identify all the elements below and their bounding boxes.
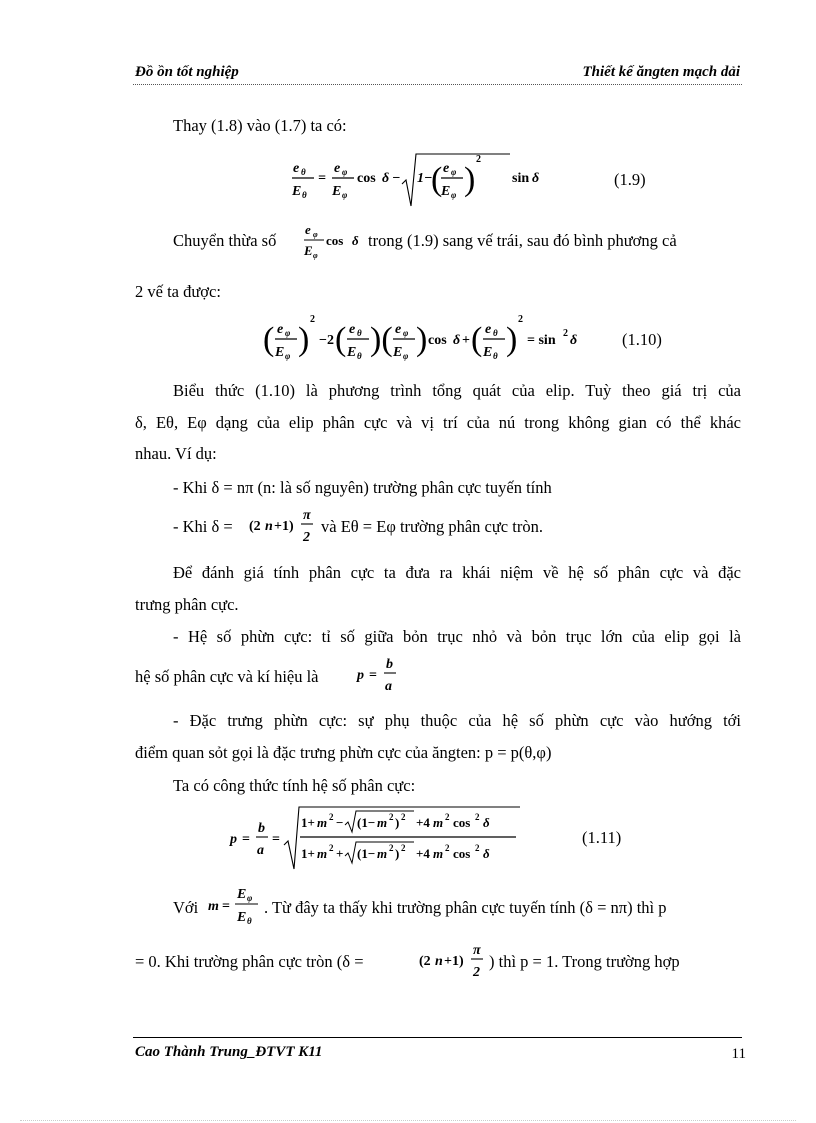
svg-text:δ: δ: [570, 333, 578, 348]
svg-text:e: e: [349, 322, 356, 337]
equation-1-9: [290, 150, 540, 210]
svg-text:b: b: [258, 821, 265, 836]
paragraph: 2 vế ta được:: [135, 282, 221, 301]
svg-text:(2: (2: [419, 954, 431, 969]
svg-text:2: 2: [518, 314, 523, 325]
svg-text:δ: δ: [382, 171, 390, 186]
svg-text:δ: δ: [453, 333, 461, 348]
svg-text:p: p: [230, 832, 237, 847]
svg-text:(1−: (1−: [357, 846, 376, 861]
svg-text:E: E: [441, 184, 451, 199]
page-number: 11: [731, 1046, 746, 1062]
svg-text:E: E: [393, 345, 403, 360]
svg-text:): ): [395, 846, 400, 861]
svg-text:2: 2: [401, 843, 406, 853]
svg-text:): ): [395, 815, 400, 830]
svg-text:φ: φ: [451, 167, 457, 177]
svg-text:n: n: [265, 519, 273, 534]
svg-text:=: =: [242, 832, 250, 847]
svg-text:2: 2: [445, 843, 450, 853]
svg-text:= sin: = sin: [527, 333, 556, 348]
svg-text:θ: θ: [302, 190, 307, 200]
paragraph: Thay (1.8) vào (1.7) ta có:: [173, 116, 347, 135]
svg-text:m: m: [377, 815, 388, 830]
page-bottom-edge: [20, 1120, 796, 1121]
header-left: Đồ ồn tốt nghiệp: [135, 64, 239, 80]
svg-text:δ: δ: [352, 233, 359, 248]
inline-p-equals-b-over-a: [355, 655, 401, 697]
svg-text:φ: φ: [313, 251, 318, 260]
paragraph: Để đánh giá tính phân cực ta đưa ra khái niệm về hệ số phân cực và đặc: [173, 563, 741, 582]
svg-text:=: =: [222, 899, 230, 914]
paragraph: - Hệ số phừn cực: tỉ số giữa bỏn trục nhỏ và bỏn trục lớn của elip gọi là: [173, 627, 741, 646]
svg-text:E: E: [332, 184, 342, 199]
paragraph: δ, Eθ, Eφ dạng của elip phân cực và vị trí của nú trong không gian có thể khác: [135, 413, 741, 432]
svg-text:(: (: [471, 321, 483, 358]
footer-author: Cao Thành Trung_ĐTVT K11: [135, 1044, 323, 1060]
svg-text:e: e: [277, 322, 284, 337]
svg-text:m: m: [208, 899, 219, 914]
equation-number: (1.9): [614, 170, 646, 189]
paragraph: Chuyển thừa số: [173, 231, 277, 250]
svg-text:2: 2: [563, 328, 568, 339]
paragraph: hệ số phân cực và kí hiệu là: [135, 667, 319, 686]
paragraph: Ta có công thức tính hệ số phân cực:: [173, 776, 416, 795]
svg-text:φ: φ: [451, 190, 457, 200]
svg-text:): ): [464, 161, 476, 198]
svg-text:m: m: [433, 815, 444, 830]
svg-text:E: E: [237, 887, 247, 902]
svg-text:1−: 1−: [417, 171, 433, 186]
svg-text:E: E: [292, 184, 302, 199]
svg-text:p: p: [357, 668, 364, 683]
svg-text:cos: cos: [326, 233, 344, 248]
svg-text:2: 2: [310, 314, 315, 325]
inline-m-equals-fraction: [206, 884, 262, 930]
paragraph: - Khi δ =: [173, 517, 233, 536]
svg-text:cos: cos: [453, 846, 471, 861]
svg-text:e: e: [443, 161, 450, 176]
svg-text:θ: θ: [357, 351, 362, 361]
svg-text:2: 2: [445, 812, 450, 822]
svg-text:E: E: [304, 243, 313, 258]
svg-text:−: −: [336, 815, 344, 830]
paragraph: và Eθ = Eφ trường phân cực tròn.: [321, 517, 543, 536]
svg-text:E: E: [275, 345, 285, 360]
svg-text:): ): [506, 321, 518, 358]
paragraph: . Từ đây ta thấy khi trường phân cực tuyến tính (δ = nπ) thì p: [264, 898, 667, 917]
svg-text:+4: +4: [416, 815, 430, 830]
svg-text:e: e: [485, 322, 492, 337]
equation-1-11: [228, 805, 528, 871]
svg-text:φ: φ: [313, 230, 318, 239]
svg-text:1+: 1+: [301, 815, 315, 830]
paragraph: - Khi δ = nπ (n: là số nguyên) trường phân cực tuyến tính: [173, 478, 552, 497]
svg-text:δ: δ: [483, 846, 490, 861]
paragraph: Biểu thức (1.10) là phương trình tổng quát của elip. Tuỳ theo giá trị của: [173, 381, 741, 400]
svg-text:+4: +4: [416, 846, 430, 861]
svg-text:θ: θ: [301, 167, 306, 177]
svg-text:=: =: [318, 171, 326, 186]
svg-text:φ: φ: [342, 190, 348, 200]
header-right: Thiết kế ăngten mạch dải: [582, 64, 740, 80]
svg-text:=: =: [272, 832, 280, 847]
equation-number: (1.11): [582, 828, 622, 847]
svg-text:a: a: [257, 843, 264, 858]
svg-text:(1−: (1−: [357, 815, 376, 830]
svg-text:1+: 1+: [301, 846, 315, 861]
paragraph: ) thì p = 1. Trong trường hợp: [489, 952, 680, 971]
svg-text:φ: φ: [342, 167, 348, 177]
paragraph: = 0. Khi trường phân cực tròn (δ =: [135, 952, 364, 971]
svg-text:m: m: [433, 846, 444, 861]
svg-text:π: π: [473, 943, 481, 958]
svg-text:φ: φ: [285, 351, 291, 361]
svg-text:e: e: [305, 222, 311, 237]
svg-text:e: e: [334, 161, 341, 176]
svg-text:sin: sin: [512, 171, 530, 186]
paragraph: điểm quan sỏt gọi là đặc trưng phừn cực của ăngten: p = p(θ,φ): [135, 743, 552, 762]
svg-text:e: e: [395, 322, 402, 337]
paragraph: trưng phân cực.: [135, 595, 239, 614]
svg-text:m: m: [317, 846, 328, 861]
svg-text:δ: δ: [532, 171, 540, 186]
equation-number: (1.10): [622, 330, 662, 349]
svg-text:b: b: [386, 657, 393, 672]
header-divider: [133, 84, 742, 85]
svg-text:θ: θ: [493, 328, 498, 338]
svg-text:(: (: [335, 321, 347, 358]
svg-text:+: +: [336, 846, 344, 861]
svg-text:2: 2: [401, 812, 406, 822]
svg-text:cos: cos: [357, 171, 376, 186]
svg-text:+1): +1): [274, 519, 294, 534]
svg-text:2: 2: [303, 530, 310, 545]
svg-text:m: m: [317, 815, 328, 830]
svg-text:φ: φ: [247, 893, 253, 903]
paragraph: nhau. Ví dụ:: [135, 444, 217, 463]
svg-text:e: e: [293, 161, 300, 176]
svg-text:E: E: [237, 910, 247, 925]
svg-text:cos: cos: [428, 333, 447, 348]
svg-text:φ: φ: [285, 328, 291, 338]
svg-text:2: 2: [389, 843, 394, 853]
svg-text:φ: φ: [403, 351, 409, 361]
inline-2n-plus-1-pi-over-2: [419, 940, 487, 984]
paragraph: Với: [173, 898, 199, 917]
svg-text:E: E: [347, 345, 357, 360]
svg-text:2: 2: [389, 812, 394, 822]
svg-text:+: +: [462, 333, 470, 348]
svg-text:δ: δ: [483, 815, 490, 830]
svg-text:a: a: [385, 679, 392, 694]
svg-text:π: π: [303, 508, 311, 523]
svg-text:θ: θ: [247, 916, 252, 926]
svg-text:θ: θ: [357, 328, 362, 338]
svg-text:2: 2: [475, 843, 480, 853]
svg-text:φ: φ: [403, 328, 409, 338]
svg-text:(2: (2: [249, 519, 261, 534]
paragraph: trong (1.9) sang vế trái, sau đó bình phương cả: [368, 231, 677, 250]
svg-text:θ: θ: [493, 351, 498, 361]
equation-1-10: [263, 312, 583, 370]
svg-text:2: 2: [329, 812, 334, 822]
svg-text:)(: )(: [370, 321, 393, 358]
svg-text:n: n: [435, 954, 443, 969]
footer-divider: [133, 1037, 742, 1038]
svg-text:2: 2: [473, 965, 480, 980]
inline-fraction-cos: [302, 220, 366, 266]
svg-text:=: =: [369, 668, 377, 683]
paragraph: - Đặc trưng phừn cực: sự phụ thuộc của hệ số phừn cực vào hướng tới: [173, 711, 741, 730]
svg-text:−2: −2: [319, 333, 334, 348]
svg-text:2: 2: [329, 843, 334, 853]
svg-text:cos: cos: [453, 815, 471, 830]
inline-2n-plus-1-pi-over-2: [249, 505, 317, 549]
svg-text:m: m: [377, 846, 388, 861]
svg-text:+1): +1): [444, 954, 464, 969]
svg-text:2: 2: [476, 154, 481, 165]
svg-text:(: (: [431, 161, 443, 198]
svg-text:−: −: [392, 171, 401, 186]
svg-text:): ): [298, 321, 310, 358]
svg-text:): ): [416, 321, 428, 358]
svg-text:E: E: [483, 345, 493, 360]
svg-text:(: (: [263, 321, 275, 358]
svg-text:2: 2: [475, 812, 480, 822]
